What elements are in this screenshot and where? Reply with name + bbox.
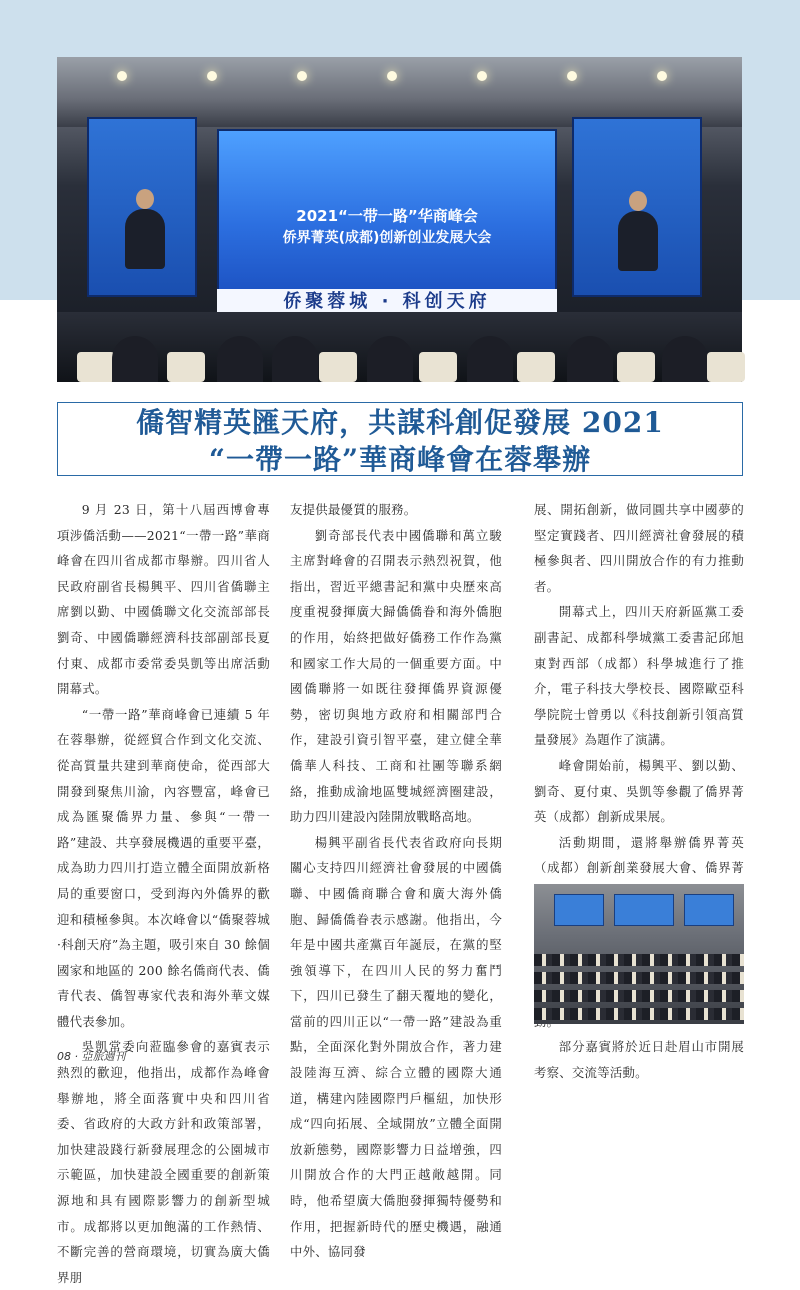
paragraph: 展、開拓創新，做同圓共享中國夢的堅定實踐者、四川經濟社會發展的積極參與者、四川開放合作的有力推動者。 bbox=[534, 502, 744, 594]
paragraph: “一帶一路”華商峰會已連續 5 年在蓉舉辦，從經貿合作到文化交流、從高質量共建到華商使命，從西部大開發到聚焦川渝，內容豐富，峰會已成為匯聚僑界力量、參與“一帶一路”建設、共享發展機遇的重要平臺，成為助力四川打造立體全面開放新格局的重要窗口，受到海內外僑界的歡迎和積極參與。本次峰會以“僑聚蓉城·科創天府”為主題，吸引來自 30 餘個國家和地區的 200 餘名僑商代表、僑青代表、僑智專家代表和海外華文媒體代表參加。 bbox=[57, 706, 270, 1029]
conference-photo bbox=[57, 57, 742, 380]
main-stage-screen bbox=[217, 129, 557, 304]
article-title-line2: “一帶一路”華商峰會在蓉舉辦 bbox=[208, 443, 592, 476]
paragraph: 楊興平副省長代表省政府向長期關心支持四川經濟社會發展的中國僑聯、中國僑商聯合會和廣大海外僑胞、歸僑僑眷表示感謝。他指出，今年是中國共產黨百年誕辰，在黨的堅強領導下，在四川人民的努力奮鬥下，四川已發生了翻天覆地的變化，當前的四川正以“一帶一路”建設為重點，全面深化對外開放合作，著力建設陸海互濟、綜合立體的國際大通道，構建內陸國際門戶樞紐，加快形成“四向拓展、全域開放”立體全面開放新態勢，國際影響力日益增強，四川開放合作的大門正越敞越開。同時，他希望廣大僑胞發揮獨特優勢和作用，把握新時代的歷史機遇，融通中外、協同發 bbox=[290, 834, 502, 1260]
paragraph: 劉奇部長代表中國僑聯和萬立駿主席對峰會的召開表示熱烈祝賀，他指出，習近平總書記和黨中央歷來高度重視發揮廣大歸僑僑眷和海外僑胞的作用，始終把做好僑務工作作為黨和國家工作大局的一個重要方面。中國僑聯將一如既往發揮僑界資源優勢，密切與地方政府和相關部門合作，建設引資引智平臺，建立健全華僑華人科技、工商和社團等聯系網絡，推動成渝地區雙城經濟圈建設，助力四川建設內陸開放戰略高地。 bbox=[290, 527, 502, 825]
screen-title-line2: 侨界菁英(成都)创新创业发展大会 bbox=[282, 230, 492, 246]
paragraph: 開幕式上，四川天府新區黨工委副書記、成都科學城黨工委書記邱旭東對西部（成都）科學城進行了推介，電子科技大學校長、國際歐亞科學院院士曾勇以《科技創新引領高質量發展》為題作了演講。 bbox=[534, 604, 744, 748]
paragraph: 友提供最優質的服務。 bbox=[290, 502, 417, 517]
text-column-2 bbox=[290, 497, 502, 1265]
left-video-screen bbox=[87, 117, 197, 297]
audience bbox=[57, 312, 742, 382]
text-column-1 bbox=[57, 497, 270, 1290]
paragraph: 吳凱常委向蒞臨參會的嘉賓表示熱烈的歡迎，他指出，成都作為峰會舉辦地，將全面落實中央和四川省委、省政府的大政方針和政策部署，加快建設踐行新發展理念的公園城市示範區，加快建設全國重要的創新策源地和具有國際影響力的創新型城市。成都將以更加飽滿的工作熱情、不斷完善的營商環境，切實為廣大僑界朋 bbox=[57, 1039, 270, 1285]
paragraph: 9 月 23 日，第十八屆西博會專項涉僑活動——2021“一帶一路”華商峰會在四川省成都市舉辦。四川省人民政府副省長楊興平、四川省僑聯主席劉以勤、中國僑聯文化交流部部長劉奇、中國僑聯經濟科技部副部長夏付東、成都市委常委吳凱等出席活動開幕式。 bbox=[57, 502, 270, 697]
paragraph: 活動期間，還將舉辦僑界菁英（成都）創新創業發展大會、僑界菁 bbox=[534, 834, 744, 876]
page-footer bbox=[57, 1048, 126, 1064]
screen-title-line1: 2021“一带一路”华商峰会 bbox=[296, 207, 478, 225]
paragraph: 峰會開始前，楊興平、劉以勤、劉奇、夏付東、吳凱等參觀了僑界菁英（成都）創新成果展。 bbox=[534, 757, 744, 825]
page-number: 08 bbox=[57, 1050, 71, 1063]
stage-banner: 侨聚蓉城 · 科创天府 bbox=[217, 289, 557, 315]
publication-name: · 亞旅週刊 bbox=[74, 1050, 126, 1063]
article-title-line1: 僑智精英匯天府，共謀科創促發展 2021 bbox=[136, 406, 664, 439]
paragraph: 部分嘉賓將於近日赴眉山市開展考察、交流等活動。 bbox=[534, 1039, 744, 1081]
right-video-screen bbox=[572, 117, 702, 297]
article-title-box bbox=[57, 402, 743, 476]
meeting-room-photo bbox=[534, 884, 744, 1024]
